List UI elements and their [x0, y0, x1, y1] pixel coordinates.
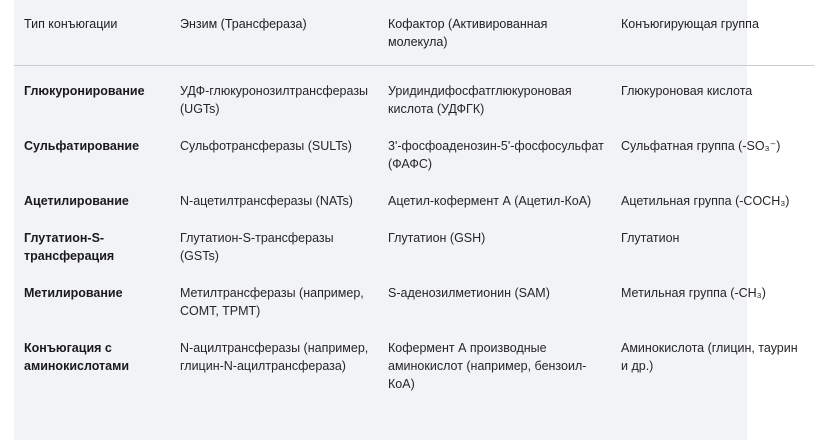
cell-conjugation-type: Метилирование [24, 286, 123, 300]
table-row [14, 219, 814, 274]
cell-enzyme: УДФ-глюкуронозилтрансферазы (UGTs) [180, 84, 369, 116]
cell-conjugating-group: Глутатион [621, 231, 680, 245]
cell-cofactor: Кофермент А производные аминокислот (например, бензоил-КоА) [388, 341, 587, 391]
cell-enzyme: N-ацилтрансферазы (например, глицин-N-ацилтрансфераза) [180, 341, 369, 373]
cell-conjugating-group: Аминокислота (глицин, таурин и др.) [621, 341, 798, 373]
table-row [14, 127, 814, 182]
cell-conjugation-type: Глутатион-S-трансферация [24, 231, 115, 263]
cell-conjugating-group: Метильная группа (-CH₃) [621, 286, 766, 300]
cell-conjugation-type: Ацетилирование [24, 194, 129, 208]
cell-enzyme: Метилтрансферазы (например, COMT, TPMT) [180, 286, 364, 318]
conjugation-table-container [14, 0, 798, 440]
table-row [14, 274, 814, 329]
header-conjugating-group: Конъюгирующая группа [611, 0, 814, 66]
cell-cofactor: 3'-фосфоаденозин-5'-фосфосульфат (ФАФС) [388, 139, 604, 171]
cell-enzyme: Сульфотрансферазы (SULTs) [180, 139, 352, 153]
cell-conjugating-group: Ацетильная группа (-COCH₃) [621, 194, 790, 208]
table-header-row [14, 0, 814, 66]
cell-cofactor: Ацетил-кофермент А (Ацетил-КоА) [388, 194, 592, 208]
cell-conjugation-type: Конъюгация с аминокислотами [24, 341, 130, 373]
conjugation-table [14, 0, 814, 402]
header-enzyme: Энзим (Трансфераза) [170, 0, 378, 66]
table-row [14, 66, 814, 128]
cell-conjugation-type: Глюкуронирование [24, 84, 145, 98]
cell-conjugation-type: Сульфатирование [24, 139, 140, 153]
cell-cofactor: Уридиндифосфатглюкуроновая кислота (УДФГК) [388, 84, 572, 116]
cell-enzyme: N-ацетилтрансферазы (NATs) [180, 194, 353, 208]
cell-cofactor: Глутатион (GSH) [388, 231, 486, 245]
header-cofactor: Кофактор (Активированная молекула) [378, 0, 611, 66]
cell-enzyme: Глутатион-S-трансферазы (GSTs) [180, 231, 334, 263]
table-row [14, 329, 814, 402]
header-conjugation-type: Тип конъюгации [14, 0, 170, 66]
table-row [14, 182, 814, 219]
cell-cofactor: S-аденозилметионин (SAM) [388, 286, 550, 300]
cell-conjugating-group: Глюкуроновая кислота [621, 84, 753, 98]
cell-conjugating-group: Сульфатная группа (-SO₃⁻) [621, 139, 781, 153]
